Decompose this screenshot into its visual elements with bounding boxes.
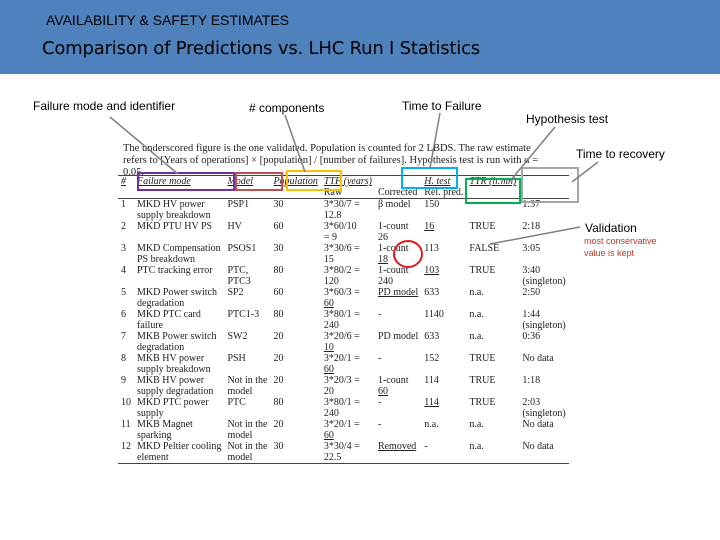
table-cell: (singleton): [522, 276, 566, 287]
table-cell: PD model: [377, 331, 419, 342]
table-cell: 6: [121, 309, 126, 320]
label-time-to-recovery: Time to recovery: [576, 147, 665, 161]
table-cell: (singleton): [522, 320, 566, 331]
table-cell: 2:03: [522, 397, 541, 408]
table-cell: 7: [121, 331, 126, 342]
table-cell: PTC tracking error: [137, 265, 213, 276]
table-cell: model: [227, 386, 253, 397]
table-cell: 8: [121, 353, 126, 364]
table-cell: 26: [377, 232, 388, 243]
table-cell: SP2: [227, 287, 244, 298]
arrow-components: [285, 115, 305, 172]
table-cell: 9: [121, 375, 126, 386]
table-cell: MKD Peltier cooling: [137, 441, 222, 452]
table-cell: 12.8: [323, 210, 342, 221]
table-cell: -: [377, 309, 382, 320]
table-caption: The underscored figure is the one validated. Population is counted for 2 LBDS. The raw estimate refers to [Years of operations] × [population] / [number of failures]. Hypothesis test is run with α = 0.05.: [123, 143, 539, 178]
table-cell: 2:50: [522, 287, 541, 298]
label-hypothesis-test: Hypothesis test: [526, 112, 609, 126]
page-title: Comparison of Predictions vs. LHC Run I Statistics: [42, 38, 480, 59]
table-cell: TRUE: [469, 375, 496, 386]
table-cell: = 9: [323, 232, 338, 243]
table-cell: 80: [273, 265, 284, 276]
table-cell: PSP1: [227, 199, 250, 210]
table-cell: 60: [273, 287, 284, 298]
table-cell: 22.5: [323, 452, 342, 463]
table-cell: 3:40: [522, 265, 541, 276]
label-validation: Validation: [585, 221, 637, 235]
table-cell: 20: [273, 353, 284, 364]
table-cell: 60: [273, 221, 284, 232]
table-cell: 240: [377, 276, 393, 287]
table-cell: PD model: [377, 287, 419, 298]
table-cell: 114: [424, 397, 439, 408]
table-cell: 1: [121, 199, 126, 210]
label-failure-mode: Failure mode and identifier: [33, 99, 176, 113]
table-cell: sparking: [137, 430, 172, 441]
table-cell: Failure mode: [137, 176, 191, 187]
table-cell: No data: [522, 353, 554, 364]
table-cell: supply: [137, 408, 164, 419]
table-cell: MKD PTC power: [137, 397, 209, 408]
table-cell: model: [227, 452, 253, 463]
section-title: AVAILABILITY & SAFETY ESTIMATES: [46, 12, 290, 28]
table-cell: 20: [273, 331, 284, 342]
table-cell: (singleton): [522, 408, 566, 419]
table-cell: degradation: [137, 298, 185, 309]
table-cell: 20: [273, 375, 284, 386]
arrow-validation: [490, 227, 580, 244]
table-cell: 15: [323, 254, 334, 265]
table-cell: Raw: [323, 187, 343, 198]
label-components: # components: [249, 101, 325, 115]
table-cell: 114: [424, 375, 439, 386]
table-cell: 60: [377, 386, 388, 397]
table-cell: 120: [323, 276, 339, 287]
table-cell: 1-count: [377, 243, 409, 254]
table-cell: 20: [273, 419, 284, 430]
table-cell: 3*60/10: [323, 221, 357, 232]
table-cell: 240: [323, 320, 339, 331]
table-cell: 150: [424, 199, 440, 210]
table-cell: degradation: [137, 342, 185, 353]
table-cell: failure: [137, 320, 164, 331]
table-cell: PSH: [227, 353, 246, 364]
table-cell: 3*80/1 =: [323, 397, 360, 408]
table-cell: Not in the: [227, 441, 268, 452]
note-line-2: value is kept: [584, 248, 635, 258]
table-cell: Corrected: [377, 187, 418, 198]
table-cell: Population: [273, 176, 318, 187]
table-cell: MKB HV power: [137, 375, 205, 386]
table-cell: Model: [227, 176, 253, 187]
table-cell: 152: [424, 353, 440, 364]
arrow-recovery: [572, 162, 598, 182]
table-cell: -: [377, 419, 382, 430]
note-line-1: most conservative: [584, 236, 657, 246]
table-cell: n.a.: [469, 419, 484, 430]
table-cell: 1-count: [377, 375, 409, 386]
table-cell: 1-count: [377, 221, 409, 232]
table-cell: MKD PTU HV PS: [137, 221, 213, 232]
table-cell: 3*30/4 =: [323, 441, 360, 452]
table-cell: H. test: [424, 176, 451, 187]
table-cell: 60: [323, 364, 334, 375]
table-cell: 113: [424, 243, 439, 254]
table-cell: 3*60/3 =: [323, 287, 360, 298]
table-cell: 4: [121, 265, 126, 276]
table-cell: MKB Power switch: [137, 331, 217, 342]
table-cell: 3*20/6 =: [323, 331, 360, 342]
table-cell: 11: [121, 419, 131, 430]
table-cell: 3*20/3 =: [323, 375, 360, 386]
table-cell: 3*30/6 =: [323, 243, 360, 254]
table-cell: 18: [377, 254, 388, 265]
table-cell: PTC,: [227, 265, 249, 276]
table-cell: n.a.: [424, 419, 439, 430]
arrow-failure-mode: [110, 117, 178, 174]
table-cell: model: [227, 430, 253, 441]
table-cell: 0:36: [522, 331, 541, 342]
table-cell: 30: [273, 199, 284, 210]
table-cell: n.a.: [469, 309, 484, 320]
table-cell: 80: [273, 309, 284, 320]
table-cell: Not in the: [227, 419, 268, 430]
table-cell: 1:18: [522, 375, 541, 386]
table-cell: -: [424, 441, 428, 452]
table-cell: 12: [121, 441, 131, 452]
table-cell: PTC1-3: [227, 309, 260, 320]
table-cell: TRUE: [469, 221, 496, 232]
table-cell: 10: [323, 342, 334, 353]
table-cell: TTF (years): [323, 176, 372, 187]
table-cell: No data: [522, 441, 554, 452]
table-cell: 5: [121, 287, 126, 298]
validation-circle: [394, 241, 422, 267]
table-cell: n.a.: [469, 441, 484, 452]
table-cell: 633: [424, 331, 440, 342]
table-cell: 60: [323, 298, 334, 309]
table-cell: No data: [522, 419, 554, 430]
table-cell: 3*20/1 =: [323, 419, 360, 430]
table-cell: MKB HV power: [137, 353, 205, 364]
table-cell: Removed: [377, 441, 417, 452]
table-cell: 30: [273, 243, 284, 254]
table-cell: 30: [273, 441, 284, 452]
table-cell: PS breakdown: [137, 254, 196, 265]
table-cell: 1140: [424, 309, 444, 320]
table-cell: 20: [323, 386, 334, 397]
arrow-hypothesis: [510, 127, 555, 181]
table-cell: 3*80/2 =: [323, 265, 360, 276]
table-cell: 3*80/1 =: [323, 309, 360, 320]
table-cell: MKB Magnet: [137, 419, 193, 430]
table-cell: n.a.: [469, 331, 484, 342]
label-time-to-failure: Time to Failure: [402, 99, 482, 113]
table-cell: 1:37: [522, 199, 541, 210]
table-cell: 1:44: [522, 309, 541, 320]
table-cell: HV: [227, 221, 242, 232]
table-cell: -: [377, 353, 382, 364]
table-cell: Rel. pred.: [424, 187, 464, 198]
table-cell: MKD HV power: [137, 199, 205, 210]
table-cell: MKD PTC card: [137, 309, 201, 320]
table-cell: TTR (h:mn): [469, 176, 517, 187]
table-cell: TRUE: [469, 353, 496, 364]
arrow-ttf: [430, 113, 440, 168]
table-cell: supply degradation: [137, 386, 214, 397]
table-cell: β model: [377, 199, 411, 210]
table-cell: 16: [424, 221, 435, 232]
table-cell: 103: [424, 265, 440, 276]
table-cell: 80: [273, 397, 284, 408]
table-cell: 60: [323, 430, 334, 441]
table-cell: FALSE: [469, 243, 500, 254]
table-cell: TRUE: [469, 265, 496, 276]
table-cell: PTC: [227, 397, 246, 408]
table-cell: 10: [121, 397, 131, 408]
table-cell: 3: [121, 243, 126, 254]
table-cell: element: [137, 452, 169, 463]
table-cell: PSOS1: [227, 243, 257, 254]
table-cell: n.a.: [469, 287, 484, 298]
table-cell: -: [377, 397, 382, 408]
table-cell: MKD Compensation: [137, 243, 221, 254]
table-cell: #: [121, 176, 126, 187]
table-cell: 240: [323, 408, 339, 419]
table-cell: 3*30/7 =: [323, 199, 360, 210]
table-cell: MKD Power switch: [137, 287, 217, 298]
table-cell: TRUE: [469, 397, 496, 408]
table-cell: 2:18: [522, 221, 541, 232]
table-cell: 1-count: [377, 265, 409, 276]
table-cell: 3:05: [522, 243, 541, 254]
table-cell: 633: [424, 287, 440, 298]
table-cell: 3*20/1 =: [323, 353, 360, 364]
table-cell: PTC3: [227, 276, 251, 287]
table-cell: supply breakdown: [137, 210, 211, 221]
table-cell: SW2: [227, 331, 248, 342]
table-cell: 2: [121, 221, 126, 232]
table-cell: Not in the: [227, 375, 268, 386]
table-cell: supply breakdown: [137, 364, 211, 375]
